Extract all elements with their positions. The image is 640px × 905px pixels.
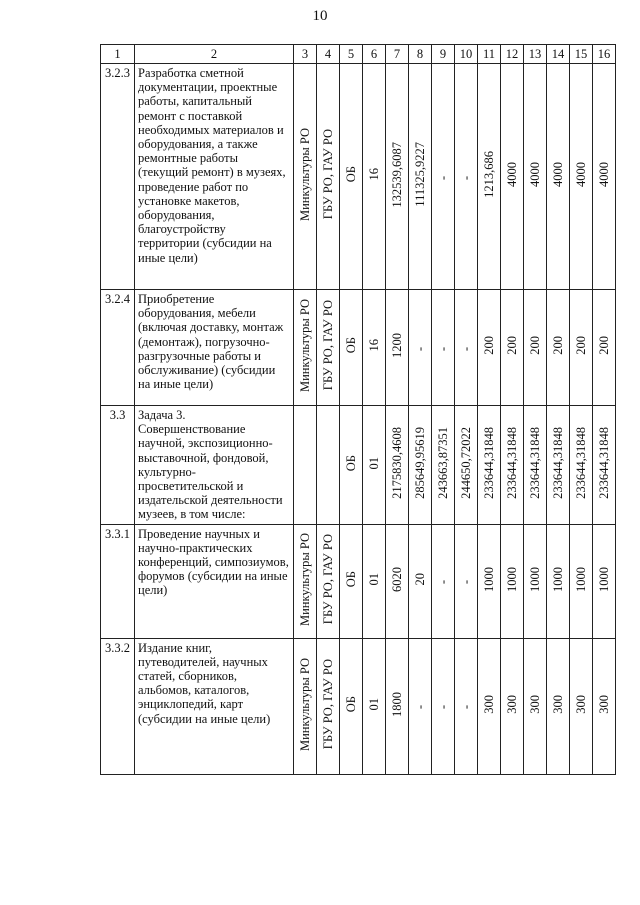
cell-value: 01 — [366, 572, 381, 586]
cell-value: 300 — [596, 694, 611, 714]
header-cell: 2 — [135, 45, 294, 64]
row-cell — [409, 524, 432, 638]
row-cell — [524, 406, 547, 525]
header-cell: 15 — [570, 45, 593, 64]
cell-value: 200 — [550, 336, 565, 355]
cell-value: 1000 — [504, 566, 519, 592]
row-cell — [432, 64, 455, 290]
row-cell — [409, 290, 432, 406]
row-cell — [501, 406, 524, 525]
row-name: Проведение научных и научно-практических конференций, симпозиумов, форумов (субсидии на иные цели) — [135, 524, 294, 638]
header-cell: 11 — [478, 45, 501, 64]
header-cell: 7 — [386, 45, 409, 64]
row-cell — [593, 638, 616, 774]
cell-value: 1000 — [573, 566, 588, 592]
header-cell: 5 — [340, 45, 363, 64]
cell-value: - — [412, 705, 427, 710]
row-cell — [363, 406, 386, 525]
row-cell — [455, 638, 478, 774]
cell-value: - — [435, 175, 450, 180]
row-cell — [386, 64, 409, 290]
cell-value: 01 — [366, 456, 381, 470]
row-cell — [570, 64, 593, 290]
row-cell — [294, 638, 317, 774]
cell-value: 200 — [573, 336, 588, 355]
header-row — [101, 45, 616, 64]
cell-value: Минкультуры РО — [297, 298, 312, 392]
header-cell: 3 — [294, 45, 317, 64]
row-cell — [547, 524, 570, 638]
row-cell — [570, 406, 593, 525]
row-cell — [524, 290, 547, 406]
row-cell — [363, 638, 386, 774]
row-cell — [501, 64, 524, 290]
row-cell — [340, 64, 363, 290]
row-cell — [455, 524, 478, 638]
cell-value: 233644,31848 — [504, 426, 519, 499]
cell-value: 111325,9227 — [412, 142, 427, 207]
cell-value: - — [435, 346, 450, 351]
row-cell — [570, 524, 593, 638]
row-cell — [547, 290, 570, 406]
row-cell — [501, 524, 524, 638]
cell-value: Минкультуры РО — [297, 532, 312, 626]
table-row — [101, 64, 616, 290]
row-cell — [432, 290, 455, 406]
row-cell — [386, 638, 409, 774]
row-cell — [363, 64, 386, 290]
cell-value: - — [435, 580, 450, 585]
cell-value: 16 — [366, 339, 381, 352]
row-cell — [593, 406, 616, 525]
cell-value: Минкультуры РО — [297, 127, 312, 221]
row-cell — [478, 638, 501, 774]
cell-value: 4000 — [596, 162, 611, 187]
cell-value: ОБ — [343, 454, 358, 471]
cell-value: 6020 — [389, 566, 404, 592]
cell-value: ОБ — [343, 571, 358, 588]
cell-value: 1000 — [596, 566, 611, 592]
cell-value: 200 — [504, 336, 519, 355]
row-cell — [340, 638, 363, 774]
cell-value: 300 — [573, 694, 588, 714]
cell-value: - — [458, 580, 473, 585]
row-cell — [524, 638, 547, 774]
cell-value: 300 — [481, 694, 496, 714]
row-cell — [317, 406, 340, 525]
row-name: Разработка сметной документации, проектные работы, капитальный ремонт с поставкой необходимых материалов и оборудования, а также ремонтные работы (текущий ремонт) в музеях, проведение работ по установке макетов, оборудования, благоустройству территории (субсидии на иные цели) — [135, 64, 294, 290]
row-cell — [363, 290, 386, 406]
cell-value: Минкультуры РО — [297, 657, 312, 751]
row-cell — [455, 406, 478, 525]
row-name: Приобретение оборудования, мебели (включая доставку, монтаж (демонтаж), погрузочно-разгрузочные работы и обслуживание) (субсидии на иные цели) — [135, 290, 294, 406]
row-number: 3.2.4 — [101, 290, 135, 406]
cell-value: 233644,31848 — [596, 426, 611, 499]
cell-value: ОБ — [343, 337, 358, 354]
cell-value: 4000 — [573, 162, 588, 187]
cell-value: - — [458, 705, 473, 710]
row-cell — [547, 406, 570, 525]
cell-value: - — [458, 175, 473, 180]
row-cell — [386, 406, 409, 525]
row-cell — [317, 524, 340, 638]
header-cell: 16 — [593, 45, 616, 64]
row-cell — [294, 406, 317, 525]
cell-value: 1000 — [527, 566, 542, 592]
row-cell — [547, 638, 570, 774]
row-cell — [455, 290, 478, 406]
cell-value: 1200 — [389, 333, 404, 358]
row-cell — [317, 638, 340, 774]
row-name: Задача 3. Совершенствование научной, экспозиционно-выставочной, фондовой, культурно-просветительской и издательской деятельности музеев, в том числе: — [135, 406, 294, 525]
cell-value: 200 — [481, 336, 496, 355]
cell-value: 1800 — [389, 691, 404, 717]
cell-value: 285649,95619 — [412, 426, 427, 499]
header-cell: 1 — [101, 45, 135, 64]
cell-value: 4000 — [527, 162, 542, 187]
row-number: 3.3.1 — [101, 524, 135, 638]
cell-value: 233644,31848 — [481, 426, 496, 499]
table-row — [101, 406, 616, 525]
row-cell — [478, 524, 501, 638]
row-cell — [478, 290, 501, 406]
cell-value: 243663,87351 — [435, 426, 450, 499]
row-cell — [294, 290, 317, 406]
cell-value: - — [412, 346, 427, 351]
row-number: 3.3 — [101, 406, 135, 525]
cell-value: 300 — [550, 694, 565, 714]
cell-value: ГБУ РО, ГАУ РО — [320, 129, 335, 220]
cell-value: 200 — [596, 336, 611, 355]
table-row — [101, 524, 616, 638]
row-cell — [593, 290, 616, 406]
header-cell: 10 — [455, 45, 478, 64]
row-cell — [432, 406, 455, 525]
cell-value: 233644,31848 — [573, 426, 588, 499]
table-row — [101, 290, 616, 406]
header-cell: 12 — [501, 45, 524, 64]
cell-value: ОБ — [343, 696, 358, 713]
row-cell — [593, 64, 616, 290]
cell-value: - — [458, 346, 473, 351]
cell-value: 1000 — [550, 566, 565, 592]
page-number: 10 — [312, 8, 328, 24]
row-cell — [501, 638, 524, 774]
row-cell — [501, 290, 524, 406]
cell-value: 244650,72022 — [458, 426, 473, 499]
cell-value: 20 — [412, 572, 427, 586]
cell-value: 233644,31848 — [527, 426, 542, 499]
row-cell — [409, 638, 432, 774]
row-number: 3.3.2 — [101, 638, 135, 774]
cell-value: 1000 — [481, 566, 496, 592]
row-cell — [386, 524, 409, 638]
cell-value: 300 — [504, 694, 519, 714]
cell-value: 132539,6087 — [389, 141, 404, 208]
header-cell: 4 — [317, 45, 340, 64]
cell-value: 16 — [366, 168, 381, 181]
row-cell — [340, 524, 363, 638]
row-cell — [294, 64, 317, 290]
row-cell — [294, 524, 317, 638]
cell-value: 2175830,4608 — [389, 426, 404, 499]
header-cell: 6 — [363, 45, 386, 64]
cell-value: 4000 — [504, 162, 519, 187]
table-row — [101, 638, 616, 774]
row-cell — [478, 406, 501, 525]
cell-value: 233644,31848 — [550, 426, 565, 499]
row-cell — [363, 524, 386, 638]
row-cell — [432, 638, 455, 774]
row-cell — [524, 64, 547, 290]
row-cell — [547, 64, 570, 290]
cell-value: ГБУ РО, ГАУ РО — [320, 659, 335, 750]
row-cell — [317, 64, 340, 290]
cell-value: 01 — [366, 697, 381, 711]
row-cell — [386, 290, 409, 406]
cell-value: ОБ — [343, 166, 358, 183]
cell-value: ГБУ РО, ГАУ РО — [320, 300, 335, 391]
row-cell — [478, 64, 501, 290]
cell-value: 4000 — [550, 162, 565, 187]
row-cell — [409, 406, 432, 525]
program-table — [100, 44, 616, 775]
row-cell — [455, 64, 478, 290]
row-cell — [524, 524, 547, 638]
cell-value: 200 — [527, 336, 542, 355]
header-cell: 9 — [432, 45, 455, 64]
header-cell: 8 — [409, 45, 432, 64]
header-cell: 14 — [547, 45, 570, 64]
cell-value: 300 — [527, 694, 542, 714]
row-cell — [593, 524, 616, 638]
row-cell — [570, 290, 593, 406]
row-cell — [409, 64, 432, 290]
row-name: Издание книг, путеводителей, научных статей, сборников, альбомов, каталогов, энциклопедий, карт (субсидии на иные цели) — [135, 638, 294, 774]
row-cell — [432, 524, 455, 638]
row-cell — [570, 638, 593, 774]
cell-value: 1213,686 — [481, 151, 496, 198]
row-number: 3.2.3 — [101, 64, 135, 290]
row-cell — [317, 290, 340, 406]
row-cell — [340, 406, 363, 525]
row-cell — [340, 290, 363, 406]
cell-value: ГБУ РО, ГАУ РО — [320, 534, 335, 625]
cell-value: - — [435, 705, 450, 710]
header-cell: 13 — [524, 45, 547, 64]
